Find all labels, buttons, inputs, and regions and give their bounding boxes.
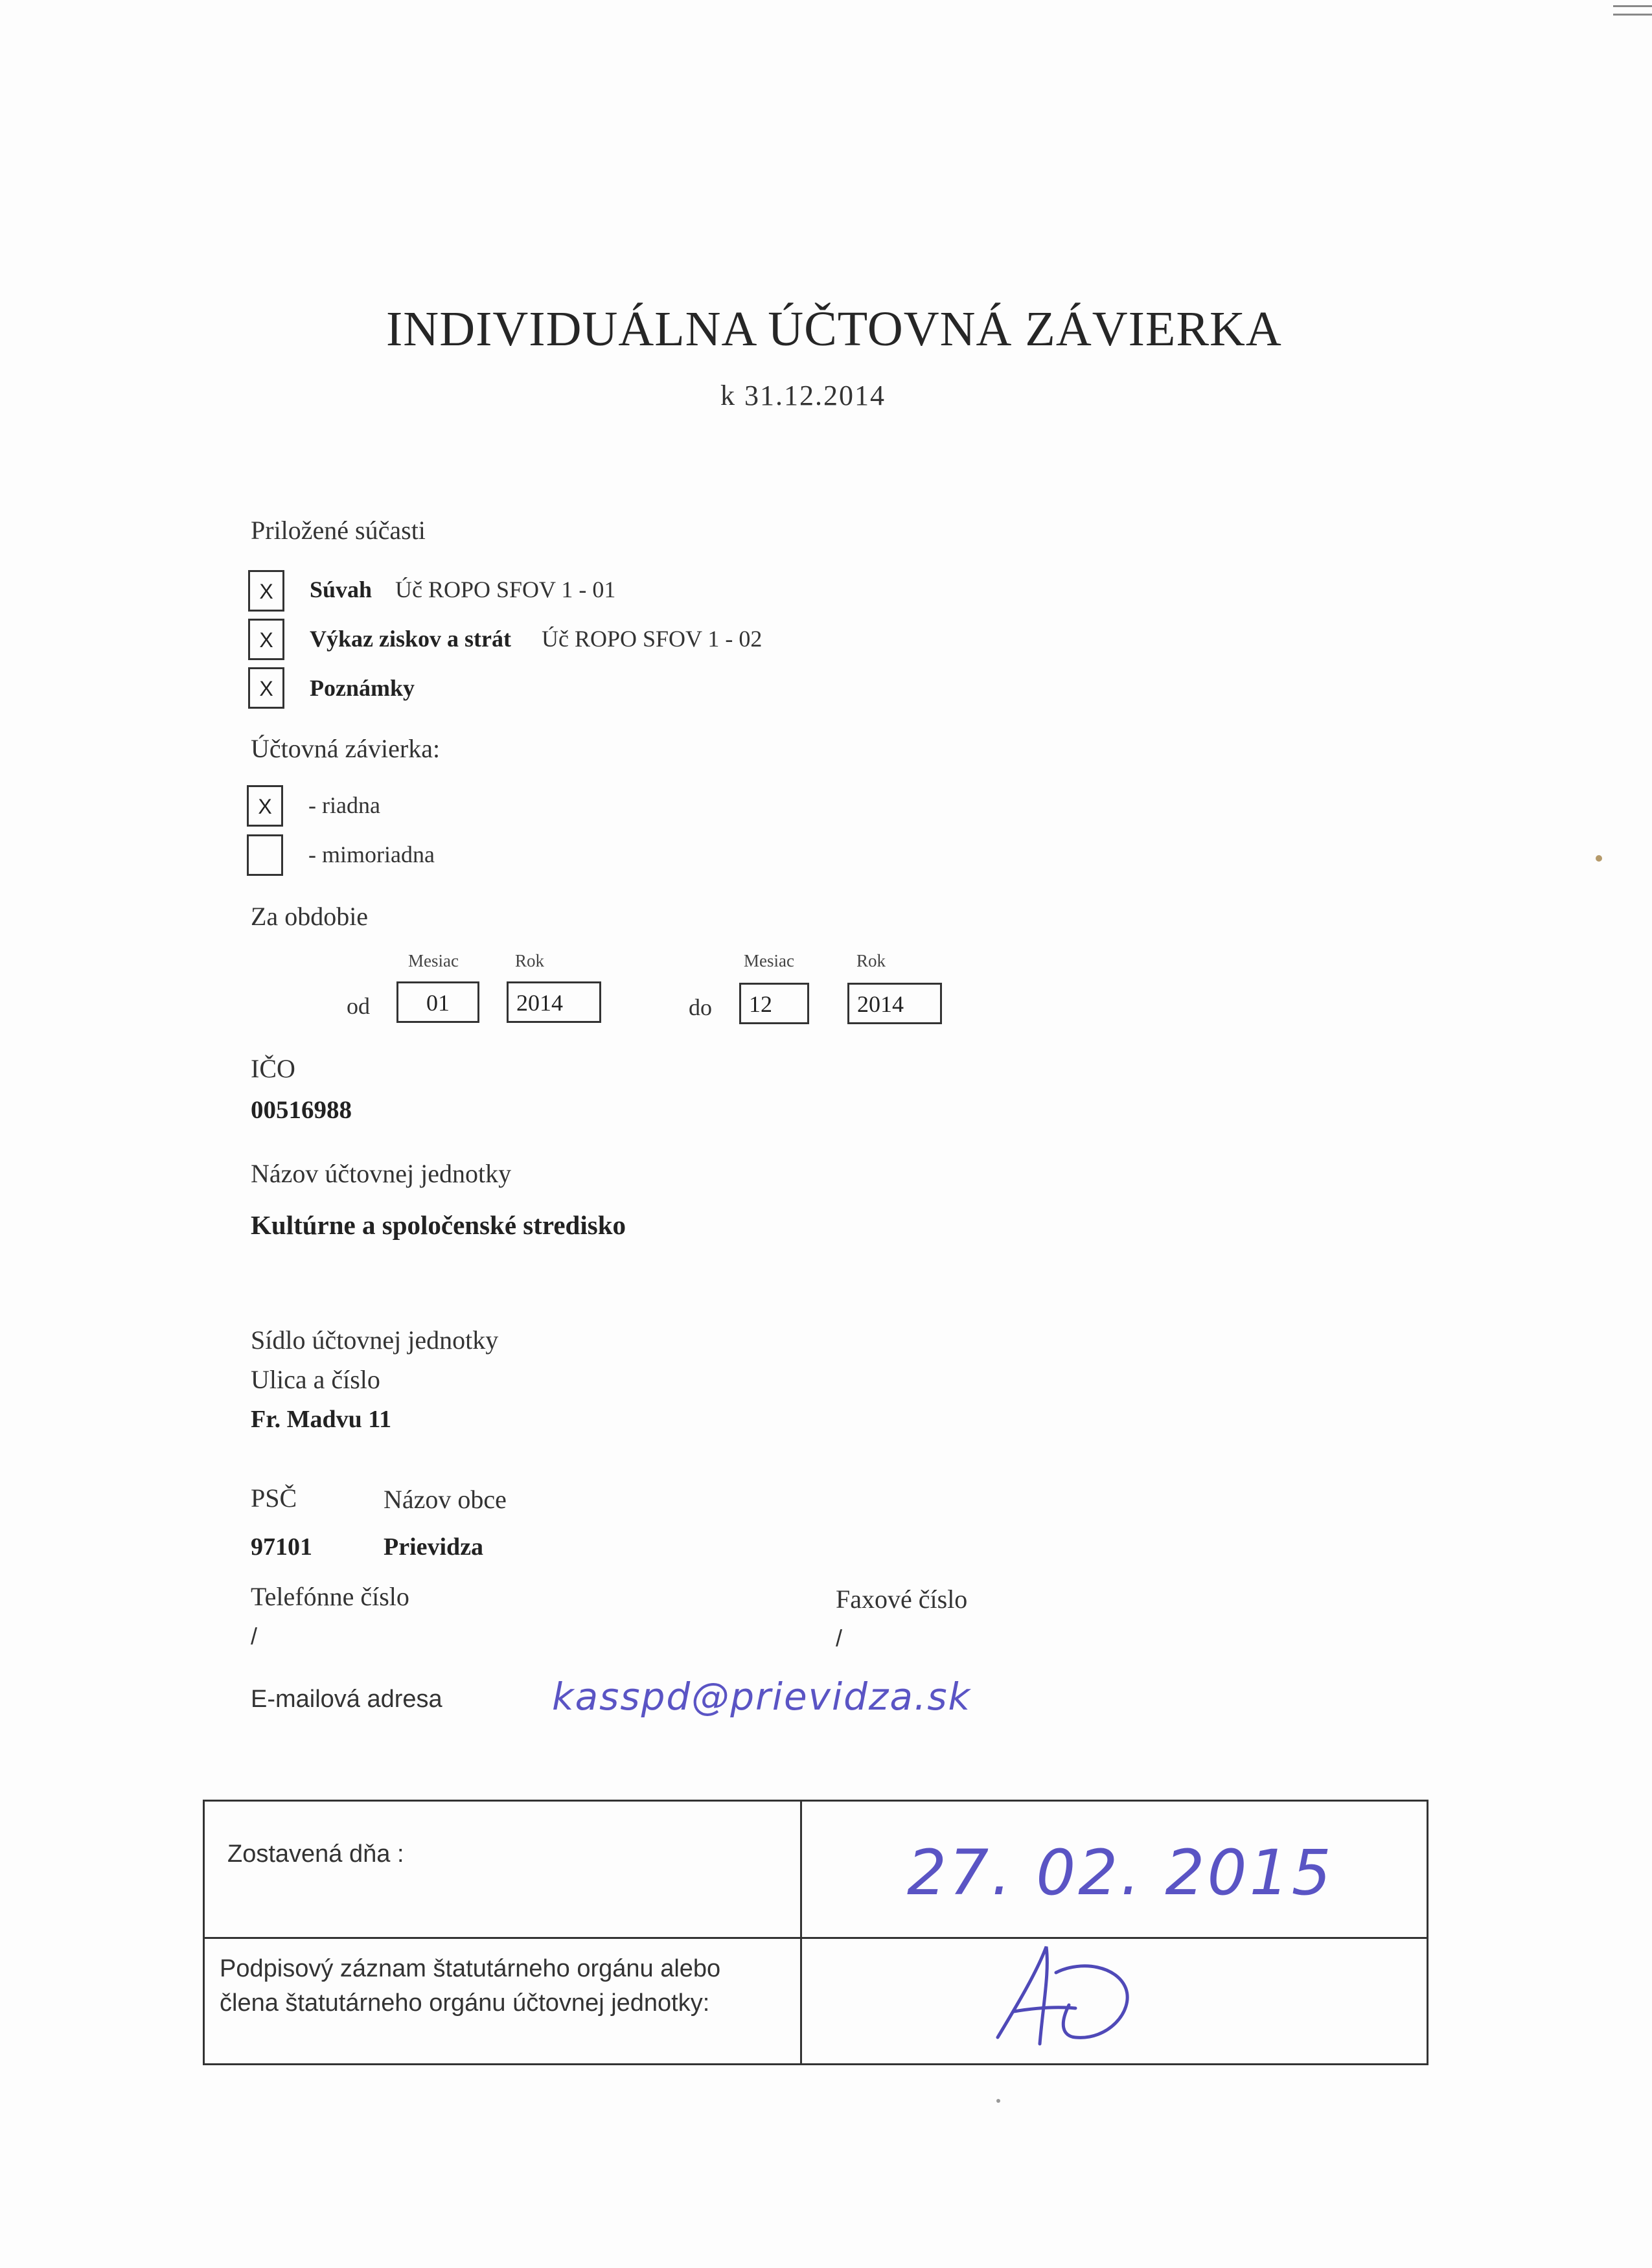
statement-type-label-regular: - riadna bbox=[308, 792, 380, 818]
ico-label: IČO bbox=[251, 1054, 295, 1083]
entity-name-label: Názov účtovnej jednotky bbox=[251, 1159, 512, 1188]
page-date: k 31.12.2014 bbox=[720, 380, 886, 411]
fax-value: / bbox=[836, 1625, 843, 1651]
attachment-checkbox-income-statement[interactable]: X bbox=[248, 619, 284, 660]
street-label: Ulica a číslo bbox=[251, 1365, 380, 1394]
attachment-checkbox-balance[interactable]: X bbox=[248, 570, 284, 612]
signature-table-divider-horizontal bbox=[205, 1937, 1427, 1939]
phone-value: / bbox=[251, 1623, 258, 1649]
period-heading: Za obdobie bbox=[251, 902, 369, 931]
signature-label-line2: člena štatutárneho orgánu účtovnej jednotky: bbox=[220, 1989, 710, 2017]
email-value: kasspd@prievidza.sk bbox=[552, 1675, 972, 1719]
signature-image bbox=[978, 1934, 1147, 2063]
to-month-field[interactable]: 12 bbox=[739, 983, 809, 1024]
ico-value: 00516988 bbox=[251, 1096, 352, 1124]
statement-type-checkbox-extraordinary[interactable] bbox=[247, 834, 283, 876]
city-label: Názov obce bbox=[384, 1485, 507, 1514]
address-heading: Sídlo účtovnej jednotky bbox=[251, 1325, 499, 1355]
email-label: E-mailová adresa bbox=[251, 1686, 442, 1713]
from-label: od bbox=[347, 993, 370, 1019]
from-month-label: Mesiac bbox=[408, 951, 459, 970]
from-year-field[interactable]: 2014 bbox=[507, 981, 601, 1023]
city-value: Prievidza bbox=[384, 1533, 484, 1561]
street-value: Fr. Madvu 11 bbox=[251, 1406, 392, 1433]
to-year-field[interactable]: 2014 bbox=[847, 983, 942, 1024]
phone-label: Telefónne číslo bbox=[251, 1582, 409, 1611]
statement-type-label-extraordinary: - mimoriadna bbox=[308, 842, 435, 867]
compiled-date-value: 27. 02. 2015 bbox=[907, 1837, 1334, 1909]
from-month-field[interactable]: 01 bbox=[396, 981, 479, 1023]
attachment-checkbox-notes[interactable]: X bbox=[248, 667, 284, 709]
psc-label: PSČ bbox=[251, 1483, 297, 1513]
attachments-heading: Priložené súčasti bbox=[251, 516, 426, 545]
statement-type-heading: Účtovná závierka: bbox=[251, 734, 441, 763]
signature-label-line1: Podpisový záznam štatutárneho orgánu alebo bbox=[220, 1955, 721, 1982]
fax-label: Faxové číslo bbox=[836, 1585, 968, 1614]
to-month-label: Mesiac bbox=[744, 951, 794, 970]
scan-speck bbox=[1596, 855, 1602, 862]
compiled-date-label: Zostavená dňa : bbox=[227, 1840, 404, 1868]
entity-name-value: Kultúrne a spoločenské stredisko bbox=[251, 1210, 626, 1240]
page-title: INDIVIDUÁLNA ÚČTOVNÁ ZÁVIERKA bbox=[386, 302, 1282, 356]
statement-type-checkbox-regular[interactable]: X bbox=[247, 785, 283, 827]
attachment-name-notes: Poznámky bbox=[310, 675, 415, 701]
psc-value: 97101 bbox=[251, 1533, 312, 1561]
signature-table-divider-vertical bbox=[800, 1802, 802, 2063]
to-year-label: Rok bbox=[856, 951, 886, 970]
to-label: do bbox=[689, 994, 712, 1020]
scan-speck bbox=[996, 2099, 1000, 2103]
attachment-code-income-statement: Úč ROPO SFOV 1 - 02 bbox=[542, 626, 763, 652]
from-year-label: Rok bbox=[515, 951, 545, 970]
attachment-name-balance: Súvah bbox=[310, 577, 373, 602]
attachment-code-balance: Úč ROPO SFOV 1 - 01 bbox=[395, 577, 616, 602]
attachment-name-income-statement: Výkaz ziskov a strát bbox=[310, 626, 511, 652]
scan-edge-mark bbox=[1613, 5, 1652, 16]
